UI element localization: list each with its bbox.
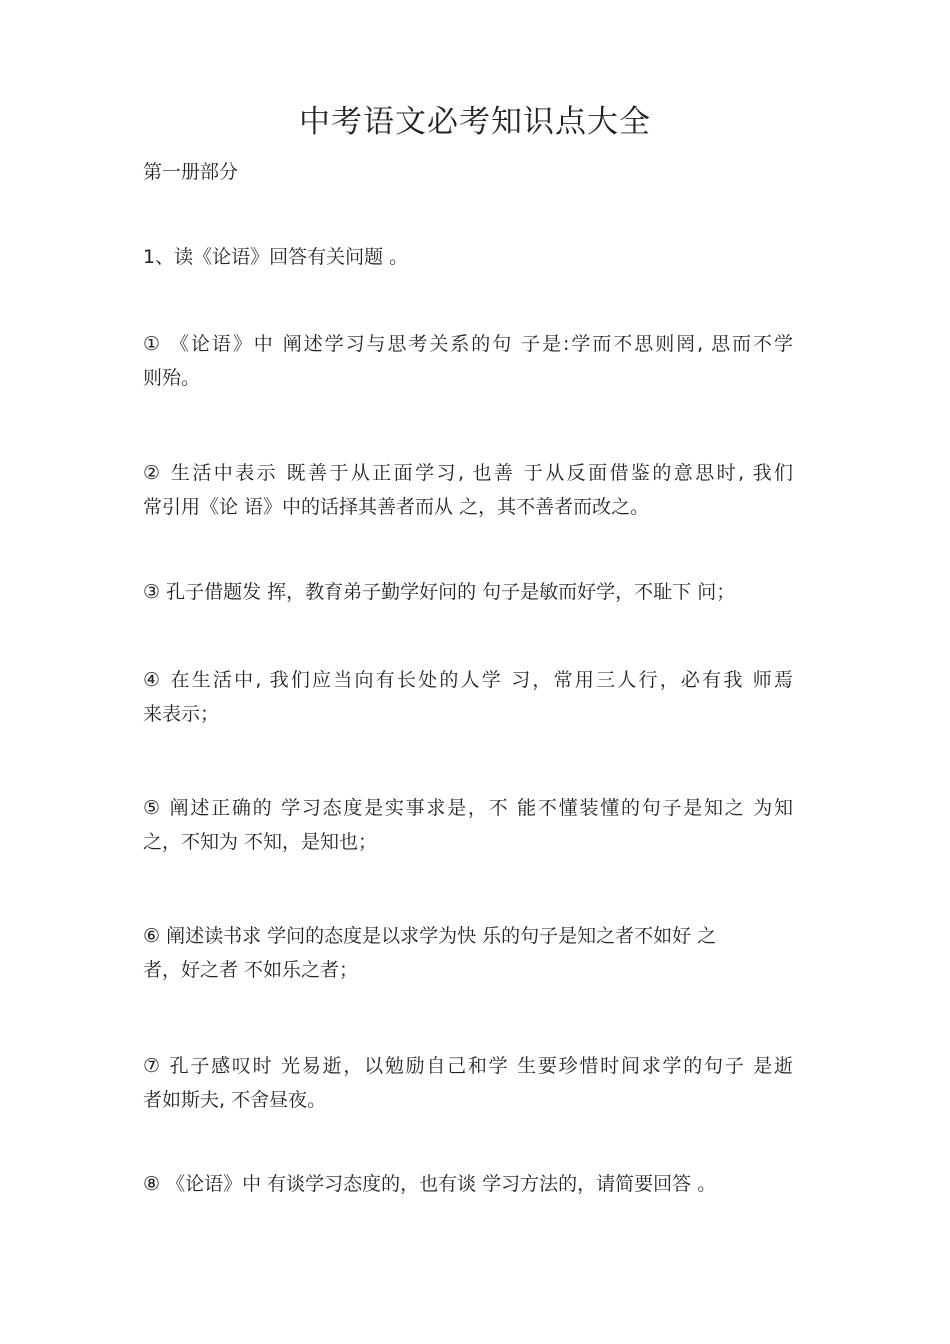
question-1: 1、读《论语》回答有关问题 。 (143, 246, 409, 268)
item-1-line-1: ① 《论语》中 阐述学习与思考关系的句 子是:学而不思则罔, 思而不学 (143, 333, 793, 355)
item-7-line-1: ⑦ 孔子感叹时 光易逝，以勉励自己和学 生要珍惜时间求学的句子 是逝 (143, 1055, 793, 1077)
item-2-line-1: ② 生活中表示 既善于从正面学习, 也善 于从反面借鉴的意思时, 我们 (143, 462, 793, 484)
item-6-line-1: ⑥ 阐述读书求 学问的态度是以求学为快 乐的句子是知之者不如好 之 (143, 925, 717, 947)
item-5-line-2: 之，不知为 不知，是知也； (143, 831, 378, 853)
item-3-line-1: ③ 孔子借题发 挥，教育弟子勤学好问的 句子是敏而好学，不耻下 问； (143, 581, 736, 603)
section-heading: 第一册部分 (143, 161, 239, 183)
document-title: 中考语文必考知识点大全 (299, 104, 651, 140)
item-4-line-1: ④ 在生活中, 我们应当向有长处的人学 习，常用三人行，必有我 师焉 (143, 669, 793, 691)
item-8-line-1: ⑧ 《论语》中 有谈学习态度的，也有谈 学习方法的，请简要回答 。 (143, 1173, 717, 1195)
item-2-line-2: 常引用《论 语》中的话择其善者而从 之，其不善者而改之。 (143, 496, 650, 518)
item-7-line-2: 者如斯夫, 不舍昼夜。 (143, 1089, 327, 1111)
item-4-line-2: 来表示； (143, 703, 220, 725)
item-5-line-1: ⑤ 阐述正确的 学习态度是实事求是，不 能不懂装懂的句子是知之 为知 (143, 797, 793, 819)
item-6-line-2: 者，好之者 不如乐之者； (143, 959, 359, 981)
item-1-line-2: 则殆。 (143, 367, 201, 389)
